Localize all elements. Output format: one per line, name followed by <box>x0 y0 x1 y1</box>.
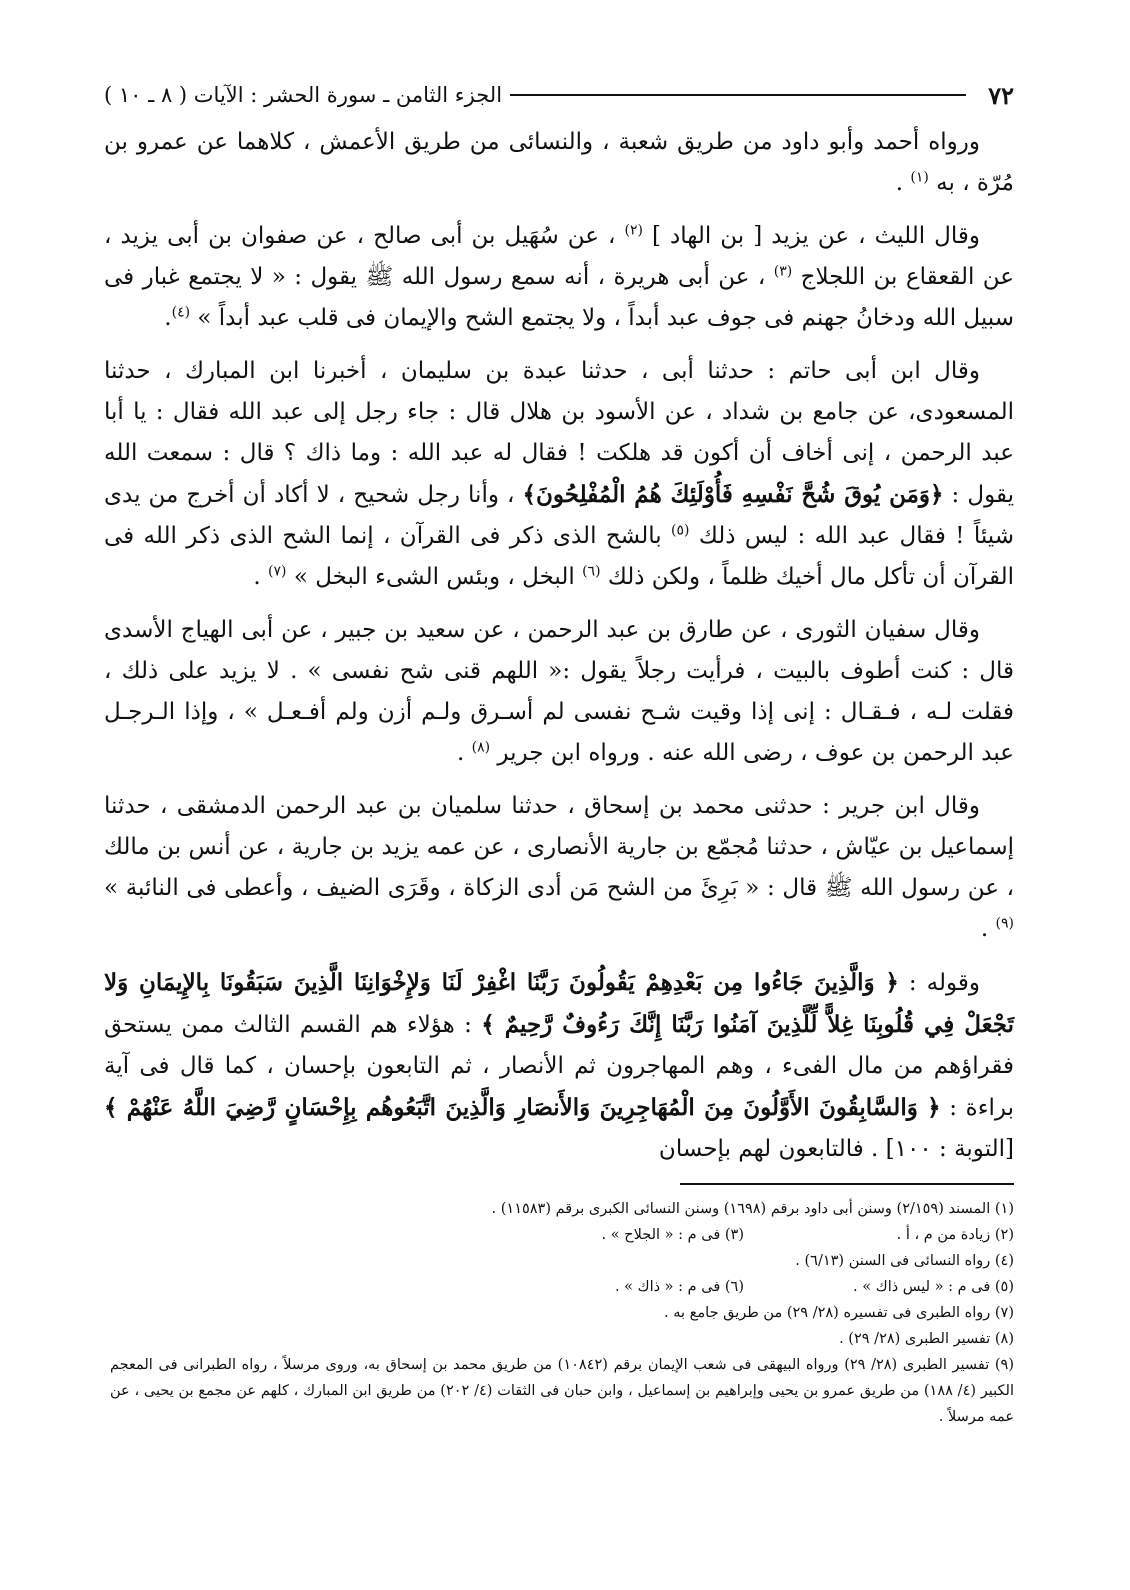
paragraph-text: ، وأنا رجل شحيح ، لا أكاد أن أخرج من يدى شيئاً ! فقال عبد الله : ليس ذلك <box>104 482 1015 549</box>
paragraph-text: وقال ابن أبى حاتم : حدثنا أبى ، حدثنا عبدة بن سليمان ، أخبرنا ابن المبارك ، حدثنا المسعودى، عن جامع بن شداد ، عن الأسود بن هلال قال : جاء رجل إلى عبد الله فقال : يا أبا عبد الرحمن ، إنى أخاف أن أكون قد هلكت ! فقال له عبد الله : وما ذاك ؟ قال : سمعت الله يقول : <box>104 358 1014 508</box>
footnote-3: (٣) فى م : « الجلاح » . <box>601 1227 744 1243</box>
footnote-ref-7: (٧) <box>268 563 287 580</box>
paragraph-1 <box>104 122 1014 204</box>
footnote-5: (٥) فى م : « ليس ذاك » . <box>853 1279 1014 1295</box>
quran-verse: ﴿وَمَن يُوقَ شُحَّ نَفْسِهِ فَأُوْلَئِكَ هُمُ الْمُفْلِحُونَ﴾ <box>522 481 944 508</box>
footnote-7: (٧) رواه الطبرى فى تفسيره (٢٨/ ٢٩) من طريق جامع به . <box>664 1305 1014 1321</box>
paragraph-text: [التوبة : ١٠٠] . فالتابعون لهم بإحسان <box>658 1136 1014 1162</box>
paragraph-text: بالشح الذى ذكر فى القرآن ، إنما الشح الذى ذكر الله فى القرآن أن تأكل مال أخيك ظلماً ، ولكن ذلك <box>104 523 1014 590</box>
paragraph-5 <box>104 786 1014 950</box>
footnote-2: (٢) زيادة من م ، أ . <box>896 1227 1014 1243</box>
paragraph-tail: . <box>895 170 911 196</box>
paragraph-tail: . <box>164 305 172 331</box>
footnote-separator <box>680 1183 1014 1185</box>
paragraph-4 <box>104 610 1014 774</box>
quran-verse: ﴿ وَالَّذِينَ جَاءُوا مِن بَعْدِهِمْ يَقُولُونَ رَبَّنَا اغْفِرْ لَنَا وَلإِخْوَانِنَا الَّذِينَ سَبَقُونَا بِالإِيمَانِ وَلا تَجْعَلْ فِي قُلُوبِنَا غِلاًّ لِّلَّذِينَ آمَنُوا رَبَّنَا إِنَّكَ رَءُوفٌ رَّحِيمٌ ﴾ <box>104 969 1014 1038</box>
paragraph-3 <box>104 351 1014 598</box>
paragraph-text: : هؤلاء هم القسم الثالث ممن يستحق فقراؤهم من مال الفىء ، وهم المهاجرون ثم الأنصار ، ثم التابعون بإحسان ، كما قال فى آية براءة : <box>104 1012 1014 1121</box>
footnote-ref-5: (٥) <box>671 522 690 539</box>
footnote-ref-2: (٢) <box>624 222 643 239</box>
paragraph-text: وقال سفيان الثورى ، عن طارق بن عبد الرحمن ، عن سعيد بن جبير ، عن أبى الهياج الأسدى قال : كنت أطوف بالبيت ، فرأيت رجلاً يقول :« اللهم قنى شح نفسى » . لا يزيد على ذلك ، فقلت لـه ، فـقـال : إنى إذا وقيت شـح نفسى لم أسـرق ولـم أزن ولم أفـعـل » ، وإذا الـرجـل عبد الرحمن بن عوف ، رضى الله عنه . ورواه ابن جرير <box>104 617 1014 766</box>
paragraph-text: وقال ابن جرير : حدثنى محمد بن إسحاق ، حدثنا سلميان بن عبد الرحمن الدمشقى ، حدثنا إسماعيل بن عيّاش ، حدثنا مُجمّع بن جارية الأنصارى ، عن عمه يزيد بن جارية ، عن أنس بن مالك ، عن رسول الله ﷺ قال : « بَرِئَ من الشح مَن أدى الزكاة ، وقَرَى الضيف ، وأعطى فى النائبة » <box>104 793 1014 901</box>
footnote-9: (٩) تفسير الطبرى (٢٨/ ٢٩) ورواه البيهقى فى شعب الإيمان برقم (١٠٨٤٢) من طريق محمد بن إسحاق به، وروى مرسلاً ، رواه الطبرانى فى المعجم الكبير (٤/ ١٨٨) من طريق عمرو بن يحيى وإبراهيم بن إسماعيل ، وابن حبان فى الثقات (٤/ ٢٠٢) من طريق ابن المبارك ، كلهم عن مجمع بن يحيى ، عن عمه مرسلاً . <box>110 1357 1015 1425</box>
footnote-6: (٦) فى م : « ذاك » . <box>614 1279 744 1295</box>
paragraph-2 <box>104 216 1014 339</box>
footnote-ref-3: (٣) <box>773 263 793 280</box>
paragraph-6 <box>104 962 1014 1170</box>
footnote-ref-6: (٦) <box>582 563 601 580</box>
footnote-4: (٤) رواه النسائى فى السنن (٦/١٣) . <box>795 1253 1014 1269</box>
header-title: الجزء الثامن ـ سورة الحشر : الآيات ( ٨ ـ ١٠ ) <box>104 83 503 107</box>
paragraph-text: ، عن سُهَيل بن أبى صالح ، عن صفوان بن أبى يزيد ، عن القعقاع بن اللجلاج <box>104 223 1015 290</box>
footnote-ref-1: (١) <box>910 169 929 186</box>
footnote-8: (٨) تفسير الطبرى (٢٨/ ٢٩) . <box>839 1331 1014 1347</box>
main-text <box>104 122 1014 1170</box>
running-header <box>104 78 1014 112</box>
paragraph-tail: . <box>457 740 472 766</box>
page-number: ٧٢ <box>988 80 1014 110</box>
paragraph-text: وقال الليث ، عن يزيد [ بن الهاد ] <box>652 223 980 249</box>
footnote-ref-9: (٩) <box>995 915 1014 932</box>
paragraph-tail: . <box>253 564 269 590</box>
footnotes <box>110 1196 1014 1430</box>
footnote-row <box>110 1222 1014 1248</box>
paragraph-tail: . <box>980 916 996 942</box>
footnote-row <box>110 1274 1014 1300</box>
footnote-ref-8: (٨) <box>471 739 491 756</box>
paragraph-text: وقوله : <box>898 970 980 996</box>
paragraph-text: ، عن أبى هريرة ، أنه سمع رسول الله ﷺ يقول : « لا يجتمع غبار فى سبيل الله ودخانُ جهنم فى جوف عبد أبداً ، ولا يجتمع الشح والإيمان فى قلب عبد أبداً » <box>104 264 1014 331</box>
paragraph-text: البخل ، وبئس الشىء البخل » <box>293 564 583 590</box>
paragraph-text: ورواه أحمد وأبو داود من طريق شعبة ، والنسائى من طريق الأعمش ، كلاهما عن عمرو بن مُرّة ، به <box>104 129 1014 196</box>
header-rule <box>510 94 966 96</box>
footnote-1: (١) المسند (٢/١٥٩) وسنن أبى داود برقم (١٦٩٨) وسنن النسائى الكبرى برقم (١١٥٨٣) . <box>491 1201 1014 1217</box>
footnote-ref-4: (٤) <box>171 304 191 321</box>
quran-verse: ﴿ وَالسَّابِقُونَ الأَوَّلُونَ مِنَ الْمُهَاجِرِينَ وَالأَنصَارِ وَالَّذِينَ اتَّبَعُوهُم بِإِحْسَانٍ رَّضِيَ اللَّهُ عَنْهُمْ ﴾ <box>104 1094 941 1121</box>
